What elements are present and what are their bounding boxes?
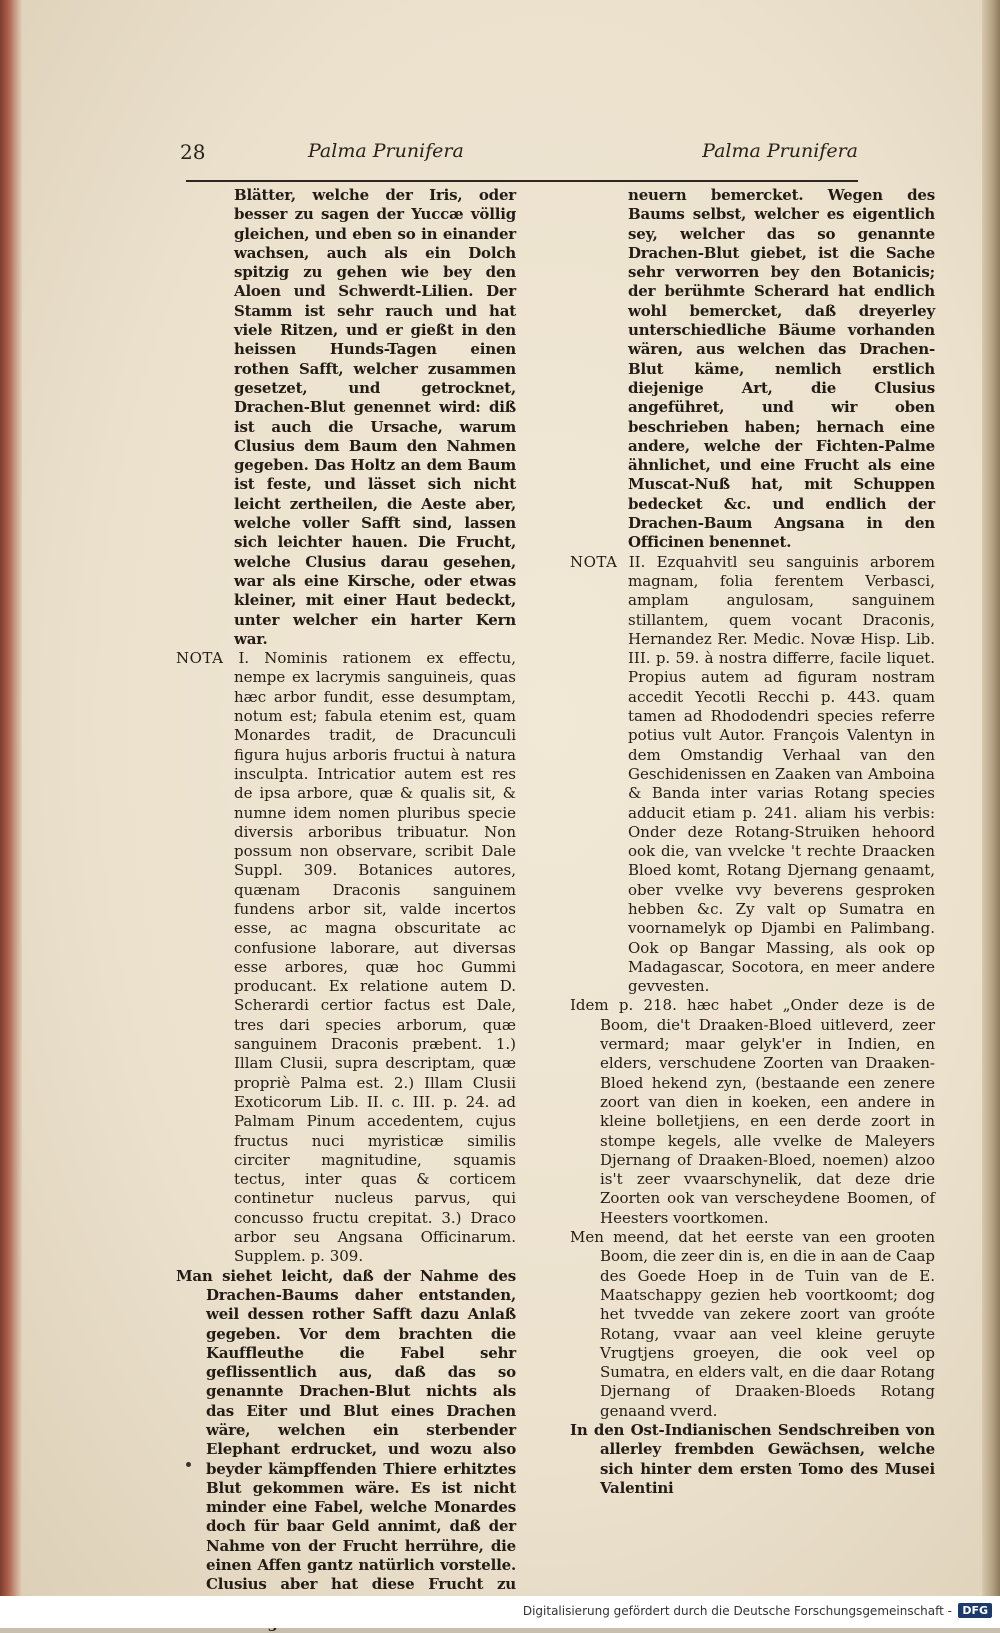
nota-1 — [176, 649, 516, 1267]
header-rule — [186, 180, 858, 182]
page-header — [180, 140, 858, 174]
idem-label: Idem — [570, 996, 609, 1015]
ink-dot — [186, 1462, 191, 1467]
nota-1-text: I. Nominis rationem ex effectu, nempe ex lacrymis sanguineis, quas hæc arbor fundit, esse desumptam, notum est; fabula etenim est, quam Monardes tradit, de Dracunculi figura hujus arboris fructui à natura insculpta. Intricatior autem est res de ipsa arbore, quæ & qualis sit, & numne idem nomen pluribus specie diversis arboribus tribuatur. Non possum non observare, scribit Dale Suppl. 309. Botanices autores, quænam Draconis sanguinem fundens arbor sit, valde incertos esse, ac magna obscuritate ac confusione laborare, aut diversas esse arbores, quæ hoc Gummi producant. Ex relatione autem D. Scherardi certior factus est Dale, tres dari species arborum, quæ sanguinem Draconis præbent. 1.) Illam Clusii, supra descriptam, quæ propriè Palma est. 2.) Illam Clusii Exoticorum Lib. II. c. III. p. 24. ad Palmam Pinum accedentem, cujus fructus nuci myristicæ similis circiter magnitudine, squamis tectus, inter quas & corticem continetur nucleus parvus, qui concusso fructu crepitat. 3.) Draco arbor seu Angsana Officinarum. Supplem. p. 309. — [234, 649, 516, 1266]
paragraph-blaetter: Blätter, welche der Iris, oder besser zu sagen der Yuccæ völlig gleichen, und eben so in einander wachsen, auch als ein Dolch spitzig zu gehen wie bey den Aloen und Schwerdt-Lilien. Der Stamm ist sehr rauch und hat viele Ritzen, und er gießt in den heissen Hunds-Tagen einen rothen Safft, welcher zusammen gesetzet, und getrocknet, Drachen-Blut genennet wird: diß ist auch die Ursache, warum Clusius dem Baum den Nahmen gegeben. Das Holtz an dem Baum ist feste, und lässet sich nicht leicht zertheilen, die Aeste aber, welche voller Safft sind, lassen sich leichter hauen. Die Frucht, welche Clusius darau gesehen, war als eine Kirsche, oder etwas kleiner, mit einer Haut bedeckt, unter welcher ein harter Kern war. — [234, 186, 516, 648]
footer-credit: Digitalisierung gefördert durch die Deutsche Forschungsgemeinschaft - — [522, 1604, 952, 1618]
men-meend-paragraph: Men meend, dat het eerste van een grooten Boom, die zeer din is, en die in aan de Caap des Goede Hoep in de Tuin van de E. Maatschappy gezien heb voortkoomt; dog het tvvedde van zekere zoort van groóte Rotang, vvaar aan veel kleine geruyte Vrugtjens groeyen, die ook veel op Sumatra, en elders valt, en die daar Rotang Djernang of Draaken-Bloeds Rotang genaand vverd. — [570, 1228, 935, 1420]
paragraph-ost-indianischen: In den Ost-Indianischen Sendschreiben von allerley frembden Gewächsen, welche sich hinter dem ersten Tomo des Musei Valentini — [570, 1421, 935, 1497]
running-head-left: Palma Prunifera — [308, 140, 464, 162]
paragraph-neuern: neuern bemercket. Wegen des Baums selbst, welcher es eigentlich sey, welcher das so genannte Drachen-Blut giebet, ist die Sache sehr verworren bey den Botanicis; der berühmte Scherard hat endlich wohl bemercket, daß dreyerley unterschiedliche Bäume vorhanden wären, aus welchen das Drachen-Blut käme, nemlich erstlich diejenige Art, die Clusius angeführet, und wir oben beschrieben haben; hernach eine andere, welche der Fichten-Palme ähnlichet, und eine Frucht als eine Muscat-Nuß hat, mit Schuppen bedecket &c. und endlich der Drachen-Baum Angsana in den Officinen benennet. — [628, 186, 935, 552]
nota-2-text: II. Ezquahvitl seu sanguinis arborem magnam, folia ferentem Verbasci, amplam angulosam, sanguinem stillantem, quem vocant Draconis, Hernandez Rer. Medic. Novæ Hisp. Lib. III. p. 59. à nostra differre, facile liquet. Propius autem ad figuram nostram accedit Yecotli Recchi p. 443. quam tamen ad Rhododendri species referre potius vult Autor. François Valentyn in dem Omstandig Verhaal van den Geschidenissen en Zaaken van Amboina & Banda inter varias Rotang species adducit etiam p. 241. aliam his verbis: Onder deze Rotang-Struiken hehoord ook die, van vvelcke 't rechte Draacken Bloed komt, Rotang Djernang genaamt, ober vvelke vvy beverens gesproken hebben &c. Zy valt op Sumatra en voornamelyk op Djambi en Palimbang. Ook op Bangar Massing, als ook op Madagascar, Socotora, en meer andere gevvesten. — [628, 552, 935, 996]
book-spine-edge — [0, 0, 22, 1596]
page-edge-stack — [982, 0, 1000, 1596]
left-column — [176, 186, 516, 1633]
nota-2-label: NOTA — [570, 552, 618, 571]
nota-1-label: NOTA — [176, 649, 224, 668]
idem-paragraph — [570, 996, 935, 1228]
paragraph-man-siehet: Man siehet leicht, daß der Nahme des Drachen-Baums daher entstanden, weil dessen rother Safft dazu Anlaß gegeben. Vor dem brachten die Kauffleuthe die Fabel sehr geflissentlich aus, daß das so genannte Drachen-Blut nichts als das Eiter und Blut eines Drachen wäre, welchen ein sterbender Elephant erdrucket, und wozu also beyder kämpffenden Thiere erhitztes Blut gekommen wäre. Es ist nicht minder eine Fabel, welche Monardes doch für baar Geld annimt, daß der Nahme von der Frucht herrühre, die einen Affen gantz natürlich vorstelle. Clusius aber hat diese Frucht zu — [176, 1266, 516, 1594]
nota-2 — [570, 553, 935, 997]
idem-text: p. 218. hæc habet „Onder deze is de Boom, die't Draaken-Bloed uitleverd, zeer vermard; maar gelyk'er in Indien, en elders, verschudene Zoorten van Draaken-Bloed hekend zyn, (bestaande een zenere zoort van dien in koeken, een andere in kleine bolletjiens, en een derde zoort in stompe kegels, alle vvelke de Maleyers Djernang of Draaken-Bloed, noemen) alzoo is't zeer vvaarschynelik, dat deze drie Zoorten ook van verscheydene Boomen, of Heesters voortkomen. — [600, 996, 935, 1227]
right-column — [570, 186, 935, 1498]
running-head-right: Palma Prunifera — [702, 140, 858, 162]
digitization-footer — [0, 1596, 1000, 1628]
dfg-logo: DFG — [958, 1603, 992, 1618]
page-number: 28 — [180, 140, 206, 164]
